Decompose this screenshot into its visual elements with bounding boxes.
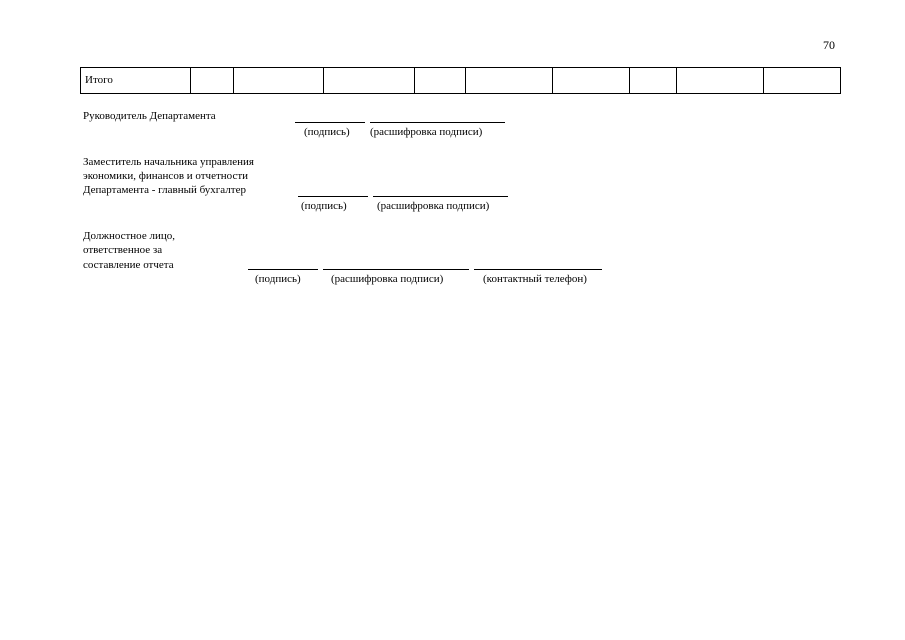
total-label: Итого <box>81 68 191 94</box>
official-phone-caption: (контактный телефон) <box>483 273 587 285</box>
total-cell <box>234 68 324 94</box>
official-role-line-2: ответственное за <box>83 244 163 256</box>
total-cell <box>466 68 553 94</box>
total-cell <box>415 68 466 94</box>
deputy-role-line-2: экономики, финансов и отчетности <box>83 170 249 182</box>
head-decoding-line <box>370 122 505 123</box>
official-signature-caption: (подпись) <box>255 273 301 285</box>
official-decoding-caption: (расшифровка подписи) <box>331 273 444 285</box>
head-decoding-caption: (расшифровка подписи) <box>370 126 483 138</box>
total-cell <box>630 68 677 94</box>
head-signature-line <box>295 122 365 123</box>
official-signature-line <box>248 269 318 270</box>
total-cell <box>191 68 234 94</box>
total-row <box>81 68 841 94</box>
total-cell <box>677 68 764 94</box>
deputy-signature-caption: (подпись) <box>301 200 347 212</box>
deputy-decoding-caption: (расшифровка подписи) <box>377 200 490 212</box>
deputy-role-line-1: Заместитель начальника управления <box>83 156 254 168</box>
total-cell <box>553 68 630 94</box>
total-cell <box>764 68 841 94</box>
total-cell <box>324 68 415 94</box>
deputy-decoding-line <box>373 196 508 197</box>
deputy-signature-line <box>298 196 368 197</box>
head-role-label: Руководитель Департамента <box>83 110 216 122</box>
deputy-role-line-3: Департамента - главный бухгалтер <box>83 184 246 196</box>
official-role-line-3: составление отчета <box>83 259 174 271</box>
total-table <box>80 67 841 94</box>
official-decoding-line <box>323 269 469 270</box>
official-role-line-1: Должностное лицо, <box>83 230 175 242</box>
head-signature-caption: (подпись) <box>304 126 350 138</box>
page-number: 70 <box>823 38 835 52</box>
official-phone-line <box>474 269 602 270</box>
